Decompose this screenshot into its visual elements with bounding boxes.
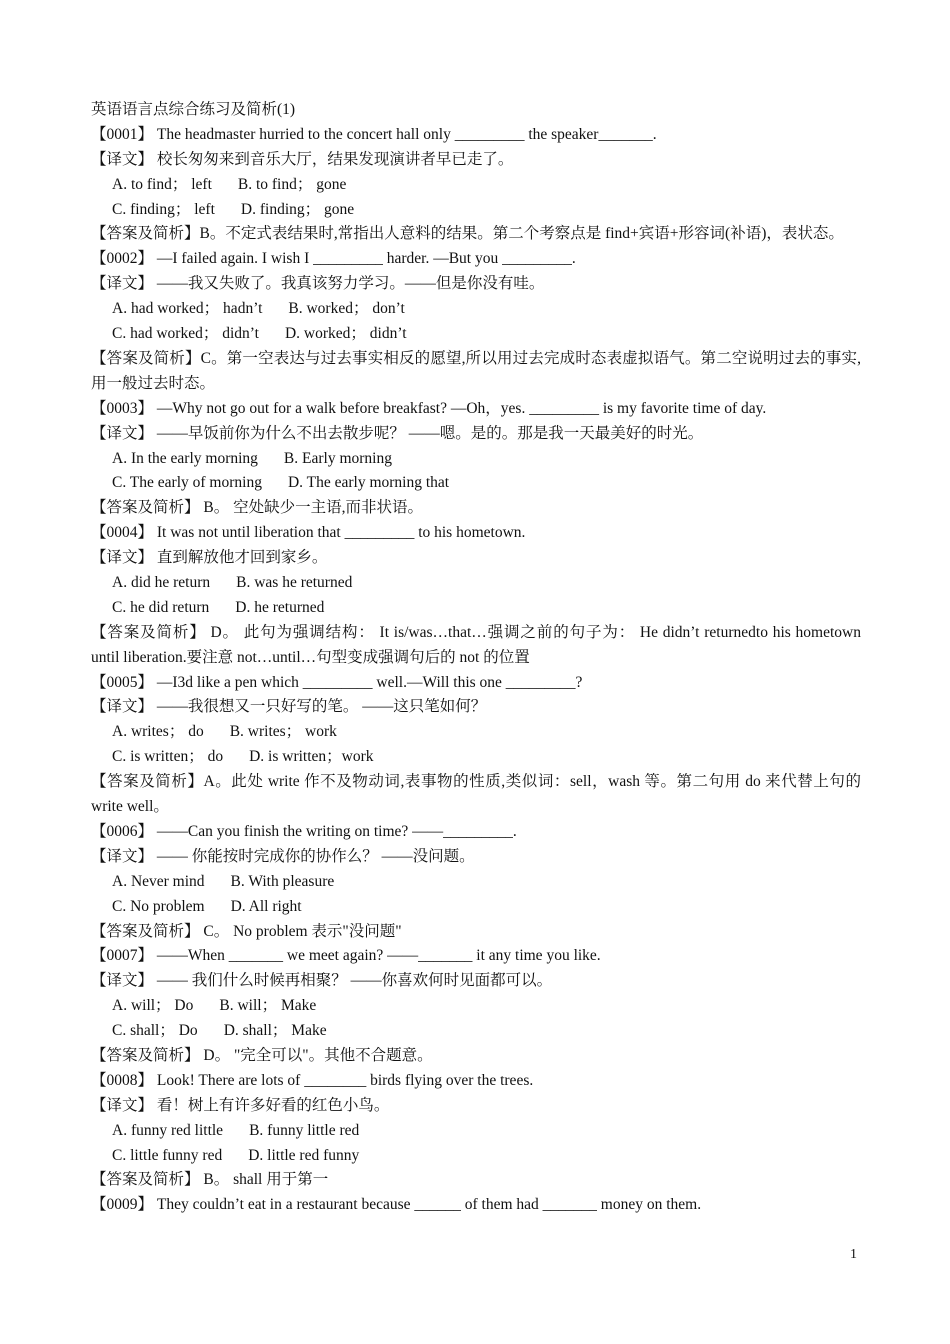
- document-content: [91, 98, 861, 1218]
- question-text: 【0002】 —I failed again. I wish I _________ harder. —But you _________.: [91, 250, 576, 268]
- translation-text: 【译文】 ——我又失败了。我真该努力学习。——但是你没有哇。: [91, 275, 545, 293]
- option-choice: C. The early of morning: [112, 474, 262, 492]
- option-choice: A. will； Do: [112, 997, 194, 1015]
- question-text: 【0004】 It was not until liberation that _________ to his hometown.: [91, 524, 526, 542]
- translation-text: 【译文】 看！树上有许多好看的红色小鸟。: [91, 1096, 390, 1114]
- option-choice: A. to find； left: [112, 175, 212, 193]
- option-choice: C. is written； do: [112, 748, 224, 766]
- options-row: [91, 895, 861, 920]
- option-choice: D. All right: [230, 897, 302, 915]
- translation-text: 【译文】 ―― 你能按时完成你的协作么？ ――没问题。: [91, 847, 475, 865]
- document-title: 英语语言点综合练习及简析(1): [91, 101, 296, 118]
- answer-explanation: 【答案及简析】 B。 空处缺少一主语,而非状语。: [91, 499, 423, 517]
- option-choice: C. he did return: [112, 598, 210, 616]
- options-row: [91, 720, 861, 745]
- option-choice: A. writes； do: [112, 723, 204, 741]
- option-choice: D. shall； Make: [223, 1022, 327, 1040]
- translation-text: 【译文】 ——我很想又一只好写的笔。 ——这只笔如何？: [91, 698, 487, 716]
- options-row: [91, 745, 861, 770]
- options-row: [91, 596, 861, 621]
- option-choice: D. little red funny: [248, 1146, 360, 1164]
- question-text: 【0001】 The headmaster hurried to the concert hall only _________ the speaker_______.: [91, 125, 657, 143]
- options-row: [91, 994, 861, 1019]
- answer-explanation: 【答案及简析】B。不定式表结果时,常指出人意料的结果。第二个考察点是 find+宾语+形容词(补语)，表状态。: [91, 225, 844, 243]
- option-choice: B. With pleasure: [230, 872, 335, 890]
- option-choice: D. he returned: [235, 598, 325, 616]
- option-choice: B. Early morning: [283, 449, 392, 467]
- options-row: [91, 198, 861, 223]
- options-row: [91, 447, 861, 472]
- answer-explanation: 【答案及简析】A。此处 write 作不及物动词,表事物的性质,类似词：sell，wash 等。第二句用 do 来代替上句的 write well。: [91, 773, 861, 816]
- options-row: [91, 322, 861, 347]
- option-choice: C. No problem: [112, 897, 205, 915]
- answer-explanation: 【答案及简析】 D。 "完全可以"。其他不合题意。: [91, 1046, 433, 1064]
- translation-text: 【译文】 ―― 我们什么时候再相聚？ ――你喜欢何时见面都可以。: [91, 972, 553, 990]
- option-choice: D. is written；work: [249, 748, 374, 766]
- question-text: 【0006】 ――Can you finish the writing on time? ――_________.: [91, 822, 517, 840]
- answer-explanation: 【答案及简析】C。第一空表达与过去事实相反的愿望,所以用过去完成时态表虚拟语气。第二空说明过去的事实,用一般过去时态。: [91, 349, 861, 392]
- option-choice: A. did he return: [112, 573, 211, 591]
- option-choice: B. will； Make: [219, 997, 317, 1015]
- options-row: [91, 870, 861, 895]
- option-choice: A. funny red little: [112, 1121, 224, 1139]
- option-choice: D. worked； didn’t: [284, 325, 407, 343]
- option-choice: B. worked； don’t: [288, 300, 405, 318]
- option-choice: A. had worked； hadn’t: [112, 300, 263, 318]
- answer-explanation: 【答案及简析】 C。 No problem 表示"没问题": [91, 922, 402, 940]
- options-row: [91, 471, 861, 496]
- options-row: [91, 571, 861, 596]
- options-row: [91, 1144, 861, 1169]
- translation-text: 【译文】 校长匆匆来到音乐大厅，结果发现演讲者早已走了。: [91, 150, 514, 168]
- option-choice: B. funny little red: [249, 1121, 360, 1139]
- translation-text: 【译文】 直到解放他才回到家乡。: [91, 549, 328, 567]
- question-0009: 【0009】 They couldn’t eat in a restaurant because ______ of them had _______ money on them.: [91, 1196, 702, 1214]
- question-text: 【0003】 —Why not go out for a walk before breakfast? —Oh，yes. _________ is my favorite time of day.: [91, 399, 767, 417]
- answer-explanation: 【答案及简析】 B。 shall 用于第一: [91, 1171, 329, 1189]
- option-choice: B. writes； work: [229, 723, 337, 741]
- options-row: [91, 173, 861, 198]
- option-choice: B. was he returned: [236, 573, 353, 591]
- question-text: 【0005】 —I3d like a pen which _________ well.—Will this one _________?: [91, 673, 583, 691]
- option-choice: B. to find； gone: [237, 175, 347, 193]
- translation-text: 【译文】 ——早饭前你为什么不出去散步呢？ ——嗯。是的。那是我一天最美好的时光。: [91, 424, 704, 442]
- options-row: [91, 1019, 861, 1044]
- option-choice: D. finding； gone: [240, 200, 355, 218]
- option-choice: C. had worked； didn’t: [112, 325, 259, 343]
- options-row: [91, 297, 861, 322]
- page-number: 1: [850, 1247, 857, 1262]
- question-text: 【0008】 Look! There are lots of ________ birds flying over the trees.: [91, 1071, 534, 1089]
- answer-explanation: 【答案及简析】 D。 此句为强调结构： It is/was…that…强调之前的句子为： He didn’t returnedto his hometown until liberation.要注意 not…until…句型变成强调句后的 not 的位置: [91, 623, 861, 666]
- question-text: 【0007】 ――When _______ we meet again? ――_______ it any time you like.: [91, 947, 601, 965]
- option-choice: C. shall； Do: [112, 1022, 198, 1040]
- exercise-list: [91, 123, 861, 1193]
- option-choice: C. little funny red: [112, 1146, 223, 1164]
- option-choice: C. finding； left: [112, 200, 215, 218]
- option-choice: A. Never mind: [112, 872, 205, 890]
- option-choice: A. In the early morning: [112, 449, 258, 467]
- option-choice: D. The early morning that: [287, 474, 450, 492]
- options-row: [91, 1119, 861, 1144]
